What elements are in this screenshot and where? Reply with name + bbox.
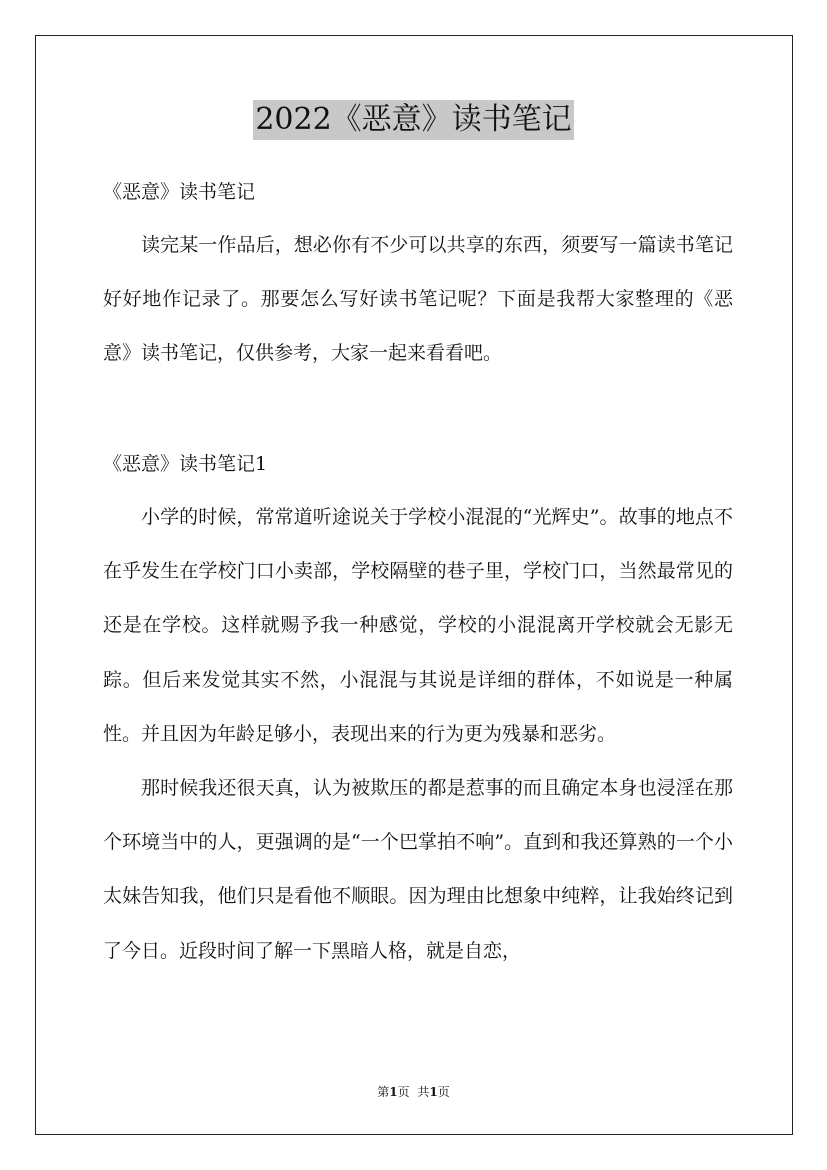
body-block — [103, 490, 733, 978]
footer-total-prefix: 共 — [417, 1085, 430, 1099]
footer-total-suffix: 页 — [437, 1085, 450, 1099]
subheading-note-1: 《恶意》读书笔记1 — [103, 453, 268, 475]
body-paragraph-1: 小学的时候，常常道听途说关于学校小混混的“光辉史”。故事的地点不在乎发生在学校门口小卖部，学校隔壁的巷子里，学校门口，当然最常见的还是在学校。这样就赐予我一种感觉，学校的小混混离开学校就会无影无踪。但后来发觉其实不然，小混混与其说是详细的群体，不如说是一种属性。并且因为年龄足够小，表现出来的行为更为残暴和恶劣。 — [103, 506, 733, 745]
footer-page-suffix: 页 — [397, 1085, 410, 1099]
subheading-intro: 《恶意》读书笔记 — [103, 181, 256, 203]
footer-page-prefix: 第 — [377, 1085, 390, 1099]
body-paragraph-2: 那时候我还很天真，认为被欺压的都是惹事的而且确定本身也浸淫在那个环境当中的人，更强调的是“一个巴掌拍不响”。直到和我还算熟的一个小太妹告知我，他们只是看他不顺眼。因为理由比想象中纯粹，让我始终记到了今日。近段时间了解一下黑暗人格，就是自恋， — [103, 777, 733, 962]
footer-page-number: 1 — [389, 1085, 398, 1099]
document-title: 2022《恶意》读书笔记 — [253, 100, 573, 140]
title-container — [0, 100, 827, 140]
page-footer — [0, 1084, 827, 1100]
intro-block — [103, 218, 733, 381]
intro-paragraph: 读完某一作品后，想必你有不少可以共享的东西，须要写一篇读书笔记好好地作记录了。那要怎么写好读书笔记呢？下面是我帮大家整理的《恶意》读书笔记，仅供参考，大家一起来看看吧。 — [103, 234, 733, 365]
footer-total-number: 1 — [429, 1085, 438, 1099]
